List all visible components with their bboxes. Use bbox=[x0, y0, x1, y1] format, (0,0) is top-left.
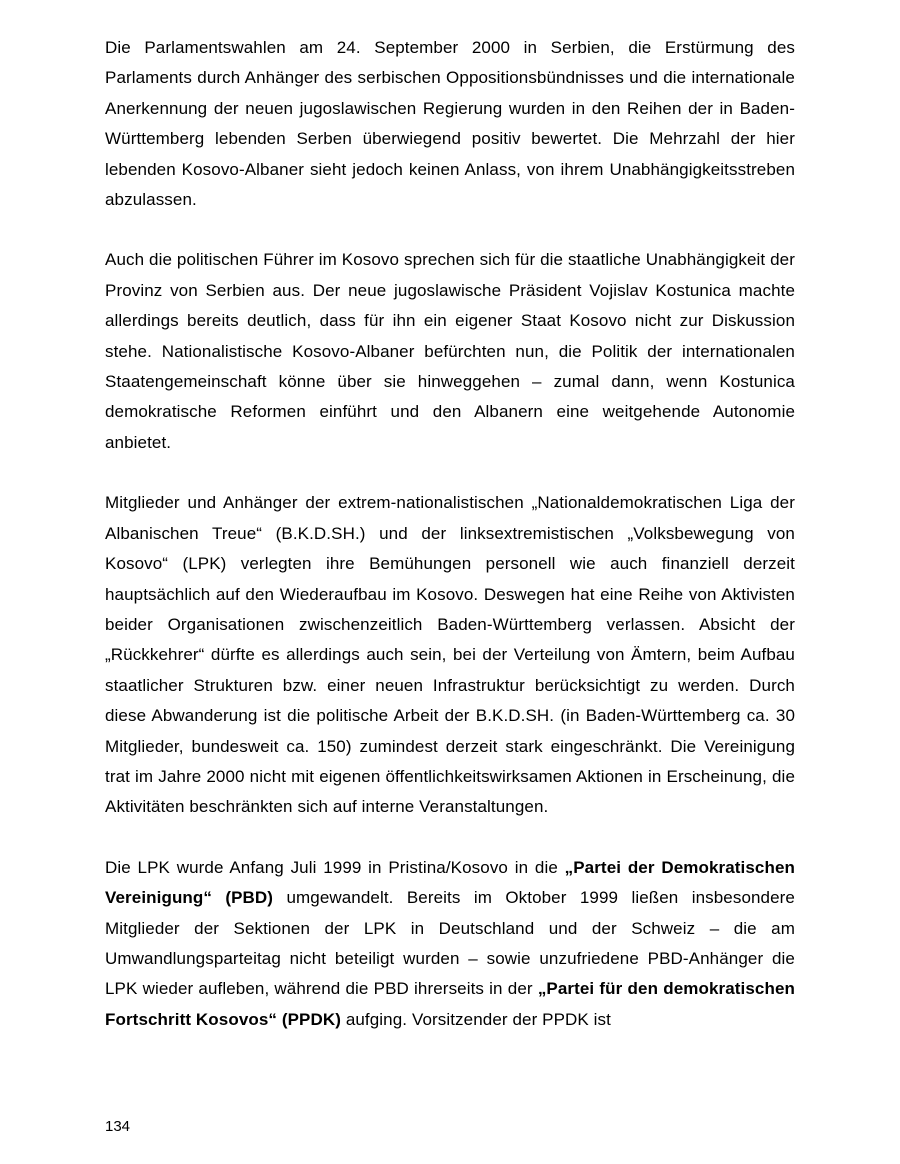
bold-text-run: „Partei für den demokratischen Fortschritt Kosovos“ (PPDK) bbox=[105, 979, 795, 1029]
document-body bbox=[105, 33, 795, 1065]
paragraph bbox=[105, 853, 795, 1035]
text-run: Die Parlamentswahlen am 24. September 2000 in Serbien, die Erstürmung des Parlaments durch Anhänger des serbischen Oppositionsbündnisses und die internationale Anerkennung der neuen jugoslawischen Regierung wurden in den Reihen der in Baden-Württemberg lebenden Serben überwiegend positiv bewertet. Die Mehrzahl der hier lebenden Kosovo-Albaner sieht jedoch keinen Anlass, von ihrem Unabhängigkeitsstreben abzulassen. bbox=[105, 38, 795, 210]
text-run: Mitglieder und Anhänger der extrem-nationalistischen „Nationaldemokratischen Liga der Albanischen Treue“ (B.K.D.SH.) und der linksextremistischen „Volksbewegung von Kosovo“ (LPK) verlegten ihre Bemühungen personell wie auch finanziell derzeit hauptsächlich auf den Wiederaufbau im Kosovo. Deswegen hat eine Reihe von Aktivisten beider Organisationen zwischenzeitlich Baden-Württemberg verlassen. Absicht der „Rückkehrer“ dürfte es allerdings auch sein, bei der Verteilung von Ämtern, beim Aufbau staatlicher Strukturen bzw. einer neuen Infrastruktur berücksichtigt zu werden. Durch diese Abwanderung ist die politische Arbeit der B.K.D.SH. (in Baden-Württemberg ca. 30 Mitglieder, bundesweit ca. 150) zumindest derzeit stark eingeschränkt. Die Vereinigung trat im Jahre 2000 nicht mit eigenen öffentlichkeitswirksamen Aktionen in Erscheinung, die Aktivitäten beschränkten sich auf interne Veranstaltungen. bbox=[105, 493, 795, 817]
text-run: umgewandelt. Bereits im Oktober 1999 ließen insbesondere Mitglieder der Sektionen der LPK in Deutschland und der Schweiz – die am Umwandlungsparteitag nicht beteiligt wurden – sowie unzufriedene PBD-Anhänger die LPK wieder aufleben, während die PBD ihrerseits in der bbox=[105, 888, 795, 999]
page-number: 134 bbox=[105, 1118, 131, 1135]
bold-text-run: „Partei der Demokratischen Vereinigung“ (PBD) bbox=[105, 857, 795, 908]
text-run: aufging. Vorsitzender der PPDK ist bbox=[341, 1009, 611, 1029]
paragraph bbox=[105, 33, 795, 215]
text-run: Auch die politischen Führer im Kosovo sprechen sich für die staatliche Unabhängigkeit der Provinz von Serbien aus. Der neue jugoslawische Präsident Vojislav Kostunica machte allerdings bereits deutlich, dass für ihn ein eigener Staat Kosovo nicht zur Diskussion stehe. Nationalistische Kosovo-Albaner befürchten nun, die Politik der internationalen Staatengemeinschaft könne über sie hinweggehen – zumal dann, wenn Kostunica demokratische Reformen einführt und den Albanern eine weitgehende Autonomie anbietet. bbox=[105, 250, 795, 452]
text-run: Die LPK wurde Anfang Juli 1999 in Pristina/Kosovo in die bbox=[105, 857, 565, 877]
paragraph bbox=[105, 488, 795, 822]
paragraph bbox=[105, 245, 795, 458]
